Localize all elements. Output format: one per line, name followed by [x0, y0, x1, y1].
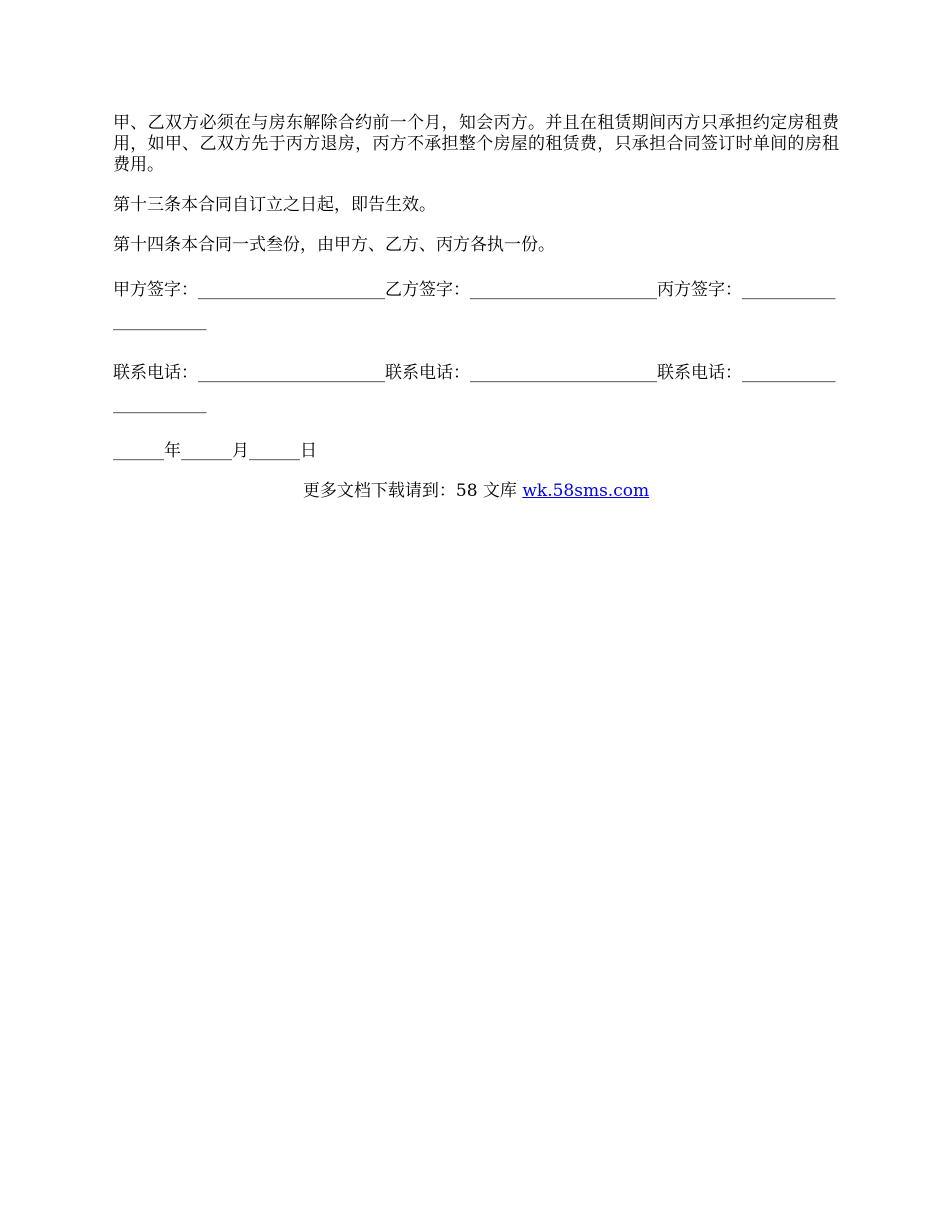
download-footer — [113, 481, 839, 502]
footer-text: 更多文档下载请到：58 文库 — [302, 481, 523, 501]
date-line: ______年______月______日 — [113, 441, 317, 461]
clause-paragraph-termination-notice: 甲、乙双方必须在与房东解除合约前一个月，知会丙方。并且在租赁期间丙方只承担约定房租费用，如甲、乙双方先于丙方退房，丙方不承担整个房屋的租赁费，只承担合同签订时单间的房租费用。 — [113, 113, 839, 175]
clause-paragraph-14: 第十四条本合同一式叁份，由甲方、乙方、丙方各执一份。 — [113, 235, 555, 255]
phone-row: 联系电话：______________________联系电话：______________________联系电话：______________________ — [113, 363, 836, 414]
clause-paragraph-13: 第十三条本合同自订立之日起，即告生效。 — [113, 195, 436, 215]
signature-row: 甲方签字：______________________乙方签字：______________________丙方签字：______________________ — [113, 280, 836, 331]
document-page — [113, 113, 839, 502]
footer-link[interactable]: wk.58sms.com — [522, 481, 650, 501]
